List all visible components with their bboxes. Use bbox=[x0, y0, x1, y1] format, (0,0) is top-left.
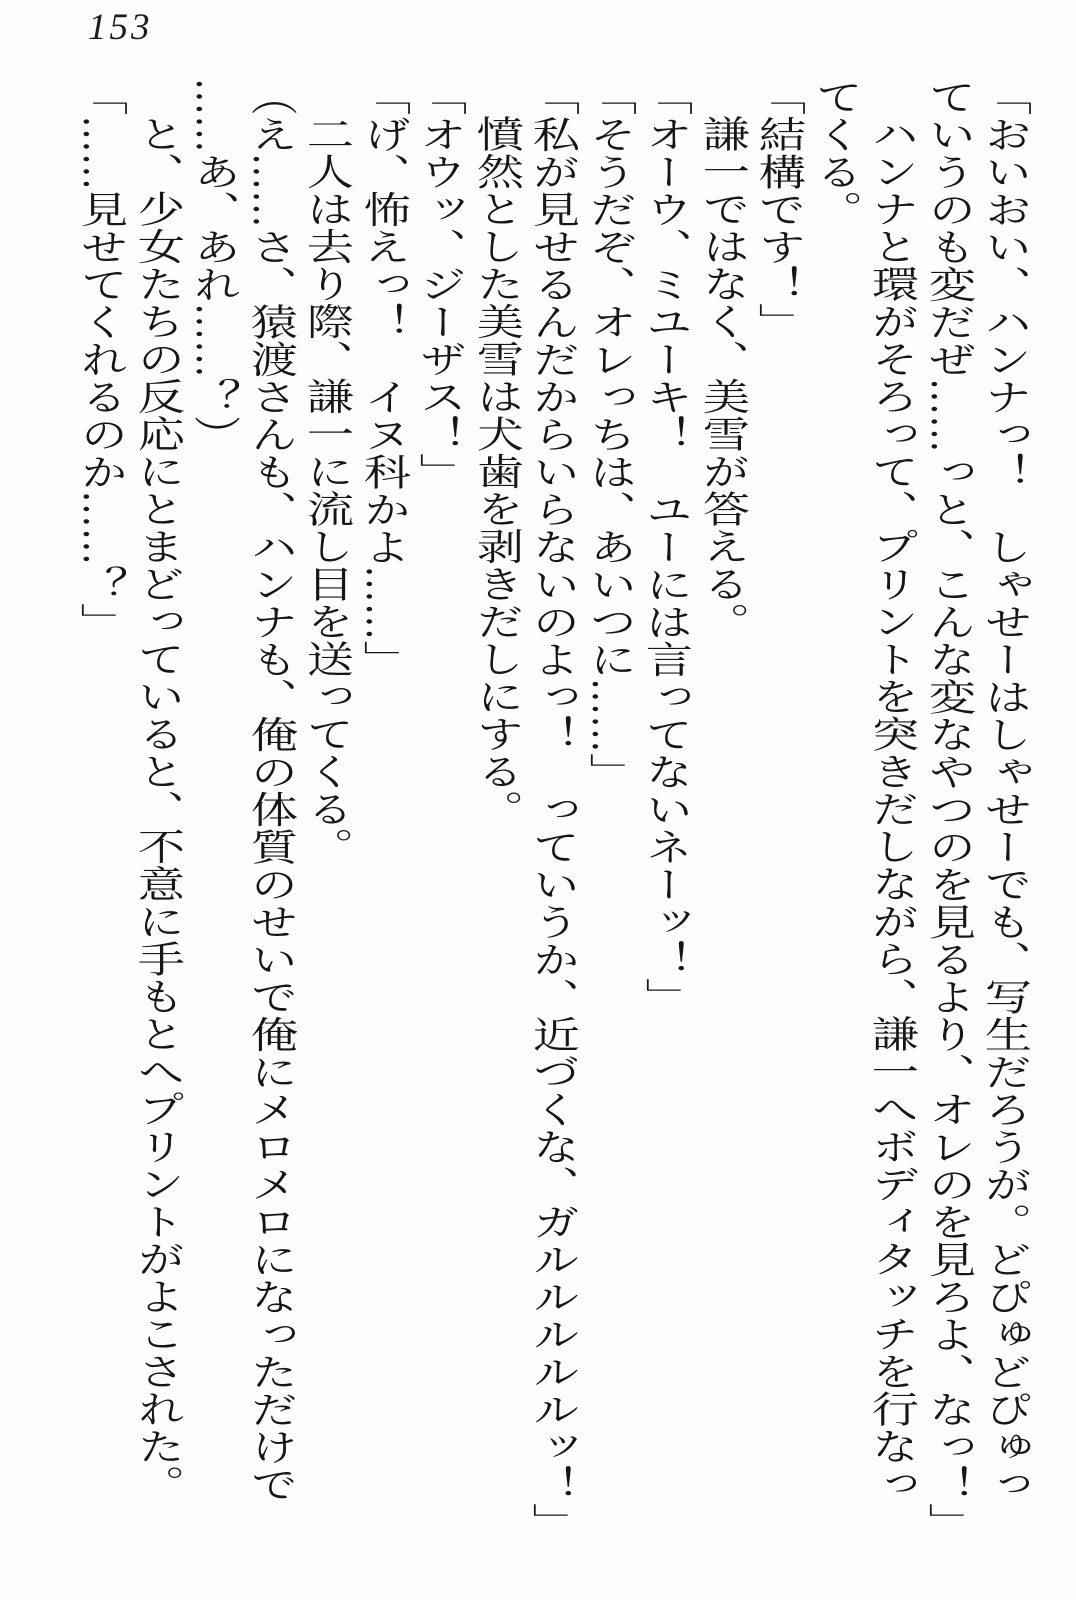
text-column-05: 「結構です！」 bbox=[750, 78, 803, 341]
text-column-16: と、少女たちの反応にとまどっていると、不意に手もとへプリントがよこされた。 bbox=[129, 115, 182, 1503]
text-column-15: ……あ、あれ……？） bbox=[185, 78, 238, 453]
text-column-06: 謙一ではなく、美雪が答える。 bbox=[694, 115, 747, 640]
page-number: 153 bbox=[88, 7, 153, 48]
text-column-09: 「私が見せるんだからいらないのよっ！ っていうか、近づくな、ガルルルルルッ！」 bbox=[524, 78, 577, 1541]
text-column-17: 「……見せてくれるのか……？」 bbox=[72, 78, 125, 641]
text-column-13: 二人は去り際、謙一に流し目を送ってくる。 bbox=[298, 115, 351, 865]
text-column-08: 「そうだぞ、オレっちは、あいつに……」 bbox=[581, 78, 634, 791]
text-column-14: （え……さ、猿渡さんも、ハンナも、俺の体質のせいで俺にメロメロになっただけで bbox=[242, 78, 295, 1503]
text-column-02: ていうのも変だぜ……っと、こんな変なやつのを見るより、オレのを見ろよ、なっ！」 bbox=[920, 78, 973, 1541]
text-column-11: 「オウッ、ジーザス！」 bbox=[411, 78, 464, 491]
text-column-04: てくる。 bbox=[807, 78, 860, 228]
text-column-07: 「オーウ、ミユーキ！ ユーには言ってないネーッ！」 bbox=[637, 78, 690, 1016]
text-column-01: 「おいおい、ハンナっ！ しゃせーはしゃせーでも、写生だろうが。どぴゅどぴゅっ bbox=[976, 78, 1029, 1503]
text-column-12: 「げ、怖えっ！ イヌ科かよ……」 bbox=[355, 78, 408, 678]
text-column-10: 憤然とした美雪は犬歯を剥きだしにする。 bbox=[468, 115, 521, 828]
text-column-03: ハンナと環がそろって、プリントを突きだしながら、謙一へボディタッチを行なっ bbox=[863, 115, 916, 1503]
